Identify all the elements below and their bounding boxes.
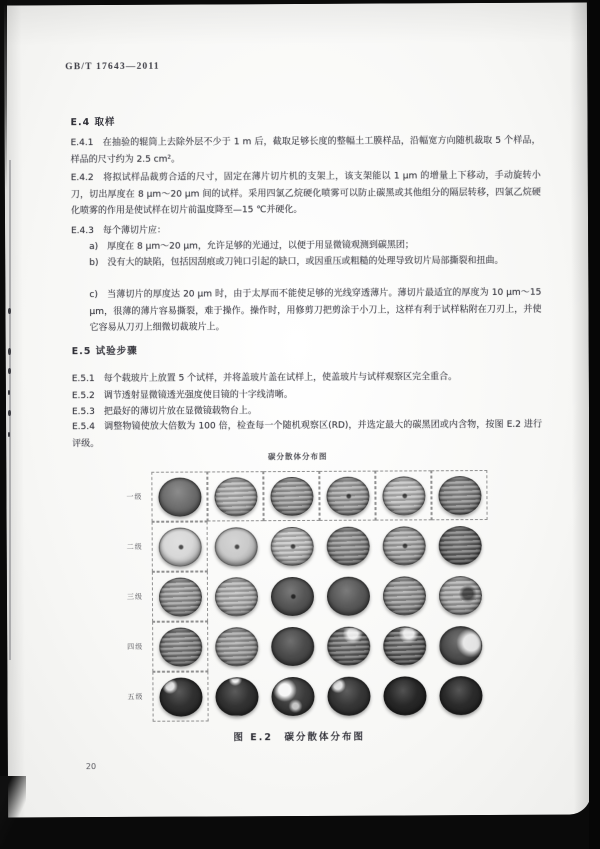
micrograph-cell (152, 571, 208, 621)
micrograph-cell (152, 671, 208, 721)
figure-caption: 图 E.2 碳分散体分布图 (233, 731, 366, 744)
micrograph-image (326, 576, 369, 615)
scan-artifact-mark (8, 432, 10, 437)
micrograph-cell (432, 670, 488, 720)
micrograph-image (439, 626, 482, 665)
paragraph-e43: E.4.3 每个薄切片应： (71, 225, 166, 237)
figure-row-label: 四级 (127, 642, 144, 651)
micrograph-image (214, 527, 257, 566)
scan-artifact-mark (8, 390, 10, 395)
micrograph-cell (208, 621, 264, 671)
figure-grid (103, 470, 488, 722)
micrograph-cell (320, 621, 376, 671)
micrograph-image (438, 576, 481, 615)
figure-row-label: 一级 (126, 492, 143, 501)
micrograph-cell (320, 671, 376, 721)
micrograph-image (270, 526, 313, 565)
micrograph-cell (208, 571, 264, 621)
micrograph-cell (208, 521, 264, 571)
micrograph-image (382, 476, 425, 515)
section-heading-e5: E.5 试验步骤 (71, 345, 138, 358)
scan-artifact-top-edge (0, 0, 150, 5)
micrograph-cell (320, 521, 376, 571)
micrograph-image (327, 626, 370, 665)
list-item-b: b) 没有大的缺陷，包括因刮痕或刀钝口引起的缺口，或因重压或粗糙的处理导致切片局部撕裂和扭曲。 (89, 255, 504, 269)
micrograph-image (158, 577, 201, 616)
scan-artifact-mark (8, 368, 11, 374)
micrograph-cell (152, 521, 208, 571)
document-page (4, 2, 591, 817)
paragraph-e54: E.5.4 调整物镜使放大倍数为 100 倍，检查每一个随机观察区(RD)，并选定最大的碳黑团或内含物，按图 E.2 进行评级。 (72, 419, 543, 449)
paragraph-e41: E.4.1 在抽验的辊筒上去除外层不少于 1 m 后，截取足够长度的整幅土工膜样品，沿幅宽方向随机裁取 5 个样品，样品的尺寸约为 2.5 cm²。 (70, 135, 541, 165)
micrograph-cell (208, 671, 264, 721)
micrograph-cell (264, 671, 320, 721)
micrograph-image (438, 476, 481, 515)
page-number: 20 (85, 762, 97, 772)
micrograph-cell (320, 571, 376, 621)
micrograph-image (383, 626, 426, 665)
micrograph-image (159, 677, 202, 716)
scan-artifact-mark (8, 410, 11, 416)
standard-number-header: GB/T 17643—2011 (65, 61, 160, 73)
micrograph-cell (264, 621, 320, 671)
scan-artifact-mark (8, 308, 11, 314)
figure-row-label: 三级 (126, 592, 143, 601)
micrograph-cell (263, 471, 319, 521)
paragraph-e51: E.5.1 每个载玻片上放置 5 个试样，并将盖玻片盖在试样上，使盖玻片与试样观察区完全重合。 (71, 372, 458, 385)
paragraph-e52: E.5.2 调节透射显微镜透光强度使目镜的十字线清晰。 (71, 390, 293, 402)
micrograph-image (326, 476, 369, 515)
micrograph-image (270, 576, 313, 615)
scan-artifact-left-edge (0, 0, 7, 190)
micrograph-cell (375, 470, 431, 520)
micrograph-image (271, 676, 314, 715)
micrograph-image (215, 677, 258, 716)
micrograph-image (327, 676, 370, 715)
scan-artifact-right-edge (589, 0, 600, 849)
micrograph-image (271, 626, 314, 665)
list-item-a: a) 厚度在 8 μm～20 μm，允许足够的光通过，以便于用显微镜观测到碳黑团； (89, 240, 414, 253)
figure-row-label: 五级 (127, 692, 144, 701)
paragraph-e42: E.4.2 将拟试样品裁剪合适的尺寸，固定在薄片切片机的支架上，该支架能以 1 μm 的增量上下移动，手动旋转小刀，切出厚度在 8 μm～20 μm 间的试样。采用四氯乙烷硬化喷雾可以防止碳黑或其他组分的隔层转移，四氯乙烷硬化喷雾的作用是使试样在切片前温度降至—15 ℃并硬化。 (70, 170, 541, 217)
micrograph-image (270, 476, 313, 515)
micrograph-image (158, 477, 201, 516)
figure-top-label: 碳分散体分布图 (267, 451, 328, 462)
list-item-c: c) 当薄切片的厚度达 20 μm 时，由于太厚而不能使足够的光线穿透薄片。薄切片最适宜的厚度为 10 μm～15 μm，很薄的薄片容易撕裂，难于操作。操作时，用修剪刀把剪涂于小刀上，这样有利于试样粘附在刀刃上，并使它容易从刀刃上细微切裁玻片上。 (89, 287, 542, 334)
scan-artifact-mark (8, 348, 11, 355)
section-heading-e4: E.4 取样 (70, 116, 116, 129)
micrograph-cell (376, 520, 432, 570)
micrograph-image (159, 627, 202, 666)
micrograph-cell (376, 670, 432, 720)
micrograph-image (438, 526, 481, 565)
micrograph-image (382, 576, 425, 615)
micrograph-cell (151, 471, 207, 521)
paragraph-e53: E.5.3 把最好的薄切片放在显微镜载物台上。 (71, 406, 257, 418)
micrograph-image (382, 526, 425, 565)
micrograph-image (214, 477, 257, 516)
scan-artifact-bottom-corner (0, 776, 26, 846)
micrograph-cell (376, 620, 432, 670)
figure-row-label: 二级 (126, 542, 143, 551)
micrograph-cell (376, 570, 432, 620)
micrograph-cell (152, 621, 208, 671)
micrograph-cell (319, 471, 375, 521)
micrograph-image (439, 676, 482, 715)
micrograph-image (214, 577, 257, 616)
micrograph-cell (264, 571, 320, 621)
micrograph-image (158, 527, 201, 566)
micrograph-cell (432, 520, 488, 570)
micrograph-cell (432, 570, 488, 620)
micrograph-image (215, 627, 258, 666)
page-content (4, 2, 591, 817)
micrograph-image (326, 526, 369, 565)
micrograph-image (383, 676, 426, 715)
micrograph-cell (207, 471, 263, 521)
micrograph-cell (431, 470, 487, 520)
micrograph-cell (264, 521, 320, 571)
micrograph-cell (432, 620, 488, 670)
